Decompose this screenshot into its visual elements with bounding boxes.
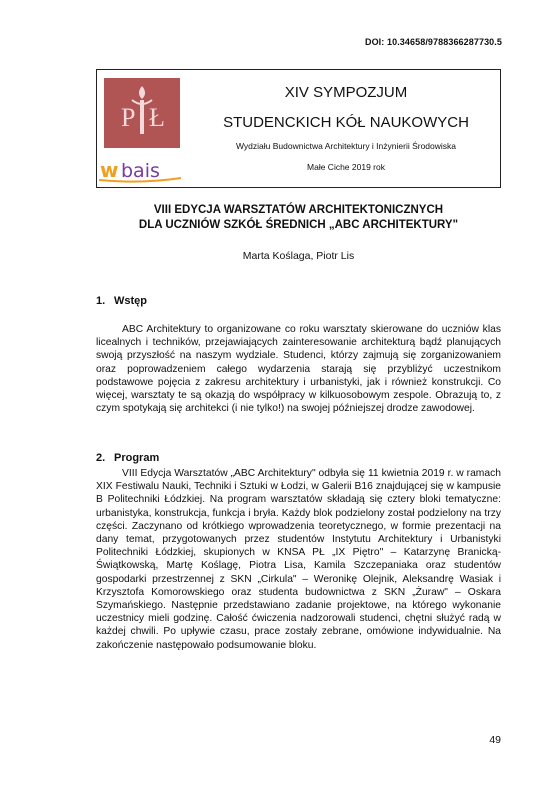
- paper-title-line-2: DLA UCZNIÓW SZKÓŁ ŚREDNICH „ABC ARCHITEKTURY": [138, 219, 459, 231]
- section-number: 2.: [96, 452, 106, 464]
- paper-title-line-1: VIII EDYCJA WARSZTATÓW ARCHITEKTONICZNYCH: [153, 204, 444, 216]
- section-number: 1.: [96, 295, 106, 307]
- section-body-intro: ABC Architektury to organizowane co roku warsztaty skierowane do uczniów klas licealnych i techników, przejawiających zainteresowanie architekturą bądź planujących swoją przyszłość na naszym wydziale. Studenci, którzy zajmują się zorganizowaniem oraz poprowadzeniem całego wydarzenia starają się przybliżyć uczestnikom podstawowe pojęcia z zakresu architektury i urbanistyki, jak i również konstrukcji. Co więcej, warsztaty te są okazją do współpracy w kilkuosobowym zespole. Obrazują to, z czym spotykają się architekci (i nie tylko!) na swojej późniejszej drodze zawodowej.: [96, 324, 501, 415]
- authors: Marta Koślaga, Piotr Lis: [242, 250, 355, 262]
- conference-header: [96, 69, 501, 188]
- section-title: Program: [114, 452, 160, 464]
- section-heading-intro: [96, 295, 147, 307]
- doi-label: DOI: 10.34658/9788366287730.5: [364, 37, 502, 47]
- symposium-title: XIV SYMPOZJUM: [284, 84, 408, 101]
- symposium-subtitle: STUDENCKICH KÓŁ NAUKOWYCH: [223, 114, 469, 131]
- section-body-program: VIII Edycja Warsztatów „ABC Architektury" odbyła się 11 kwietnia 2019 r. w ramach XIX Festiwalu Nauki, Techniki i Sztuki w Łodzi, w Galerii B16 znajdującej się w kampusie B Politechniki Łódzkiej. Na program warsztatów składają się cztery bloki tematyczne: urbanistyka, konstrukcja, funkcja i bryła. Każdy blok podzielony został podzielony na trzy części. Zaczynano od krótkiego wprowadzenia teoretycznego, w formie prezentacji na dany temat, przygotowanych przez studentów Instytutu Architektury i Urbanistyki Politechniki Łódzkiej, skupionych w KNSA PŁ „IX Piętro" – Katarzynę Branicką-Świątkowską, Martę Koślagę, Piotra Lisa, Kamila Szczepaniaka oraz studentów gospodarki przestrzennej z SKN „Cirkula" – Weronikę Olejnik, Aleksandrę Wasiak i Krzysztofa Komorowskiego oraz studenta budownictwa z SKN „Żuraw" – Oskara Szymańskiego. Następnie przedstawiano zadanie projektowe, na którego wykonanie uczestnicy mieli godzinę. Całość ćwiczenia nadzorowali studenci, chętni służyć radą w każdej chwili. Po upływie czasu, prace zostały zebrane, omówione indywidualnie. Na zakończenie następowało podsumowanie bloku.: [96, 468, 501, 651]
- svg-text:w: w: [100, 158, 119, 182]
- section-heading-program: [96, 452, 159, 464]
- pl-logo-graphic: [104, 78, 180, 148]
- wbais-logo-graphic: [99, 156, 183, 184]
- place-date: Małe Ciche 2019 rok: [307, 162, 385, 172]
- politechnika-lodzka-logo: [104, 78, 180, 148]
- faculty-name: Wydziału Budownictwa Architektury i Inżynierii Środowiska: [235, 141, 457, 151]
- wbais-logo: [99, 156, 183, 184]
- page-number: 49: [489, 734, 501, 746]
- section-title: Wstęp: [114, 295, 147, 307]
- svg-text:bais: bais: [121, 160, 160, 182]
- svg-text:Ł: Ł: [149, 103, 165, 132]
- svg-text:P: P: [121, 103, 136, 132]
